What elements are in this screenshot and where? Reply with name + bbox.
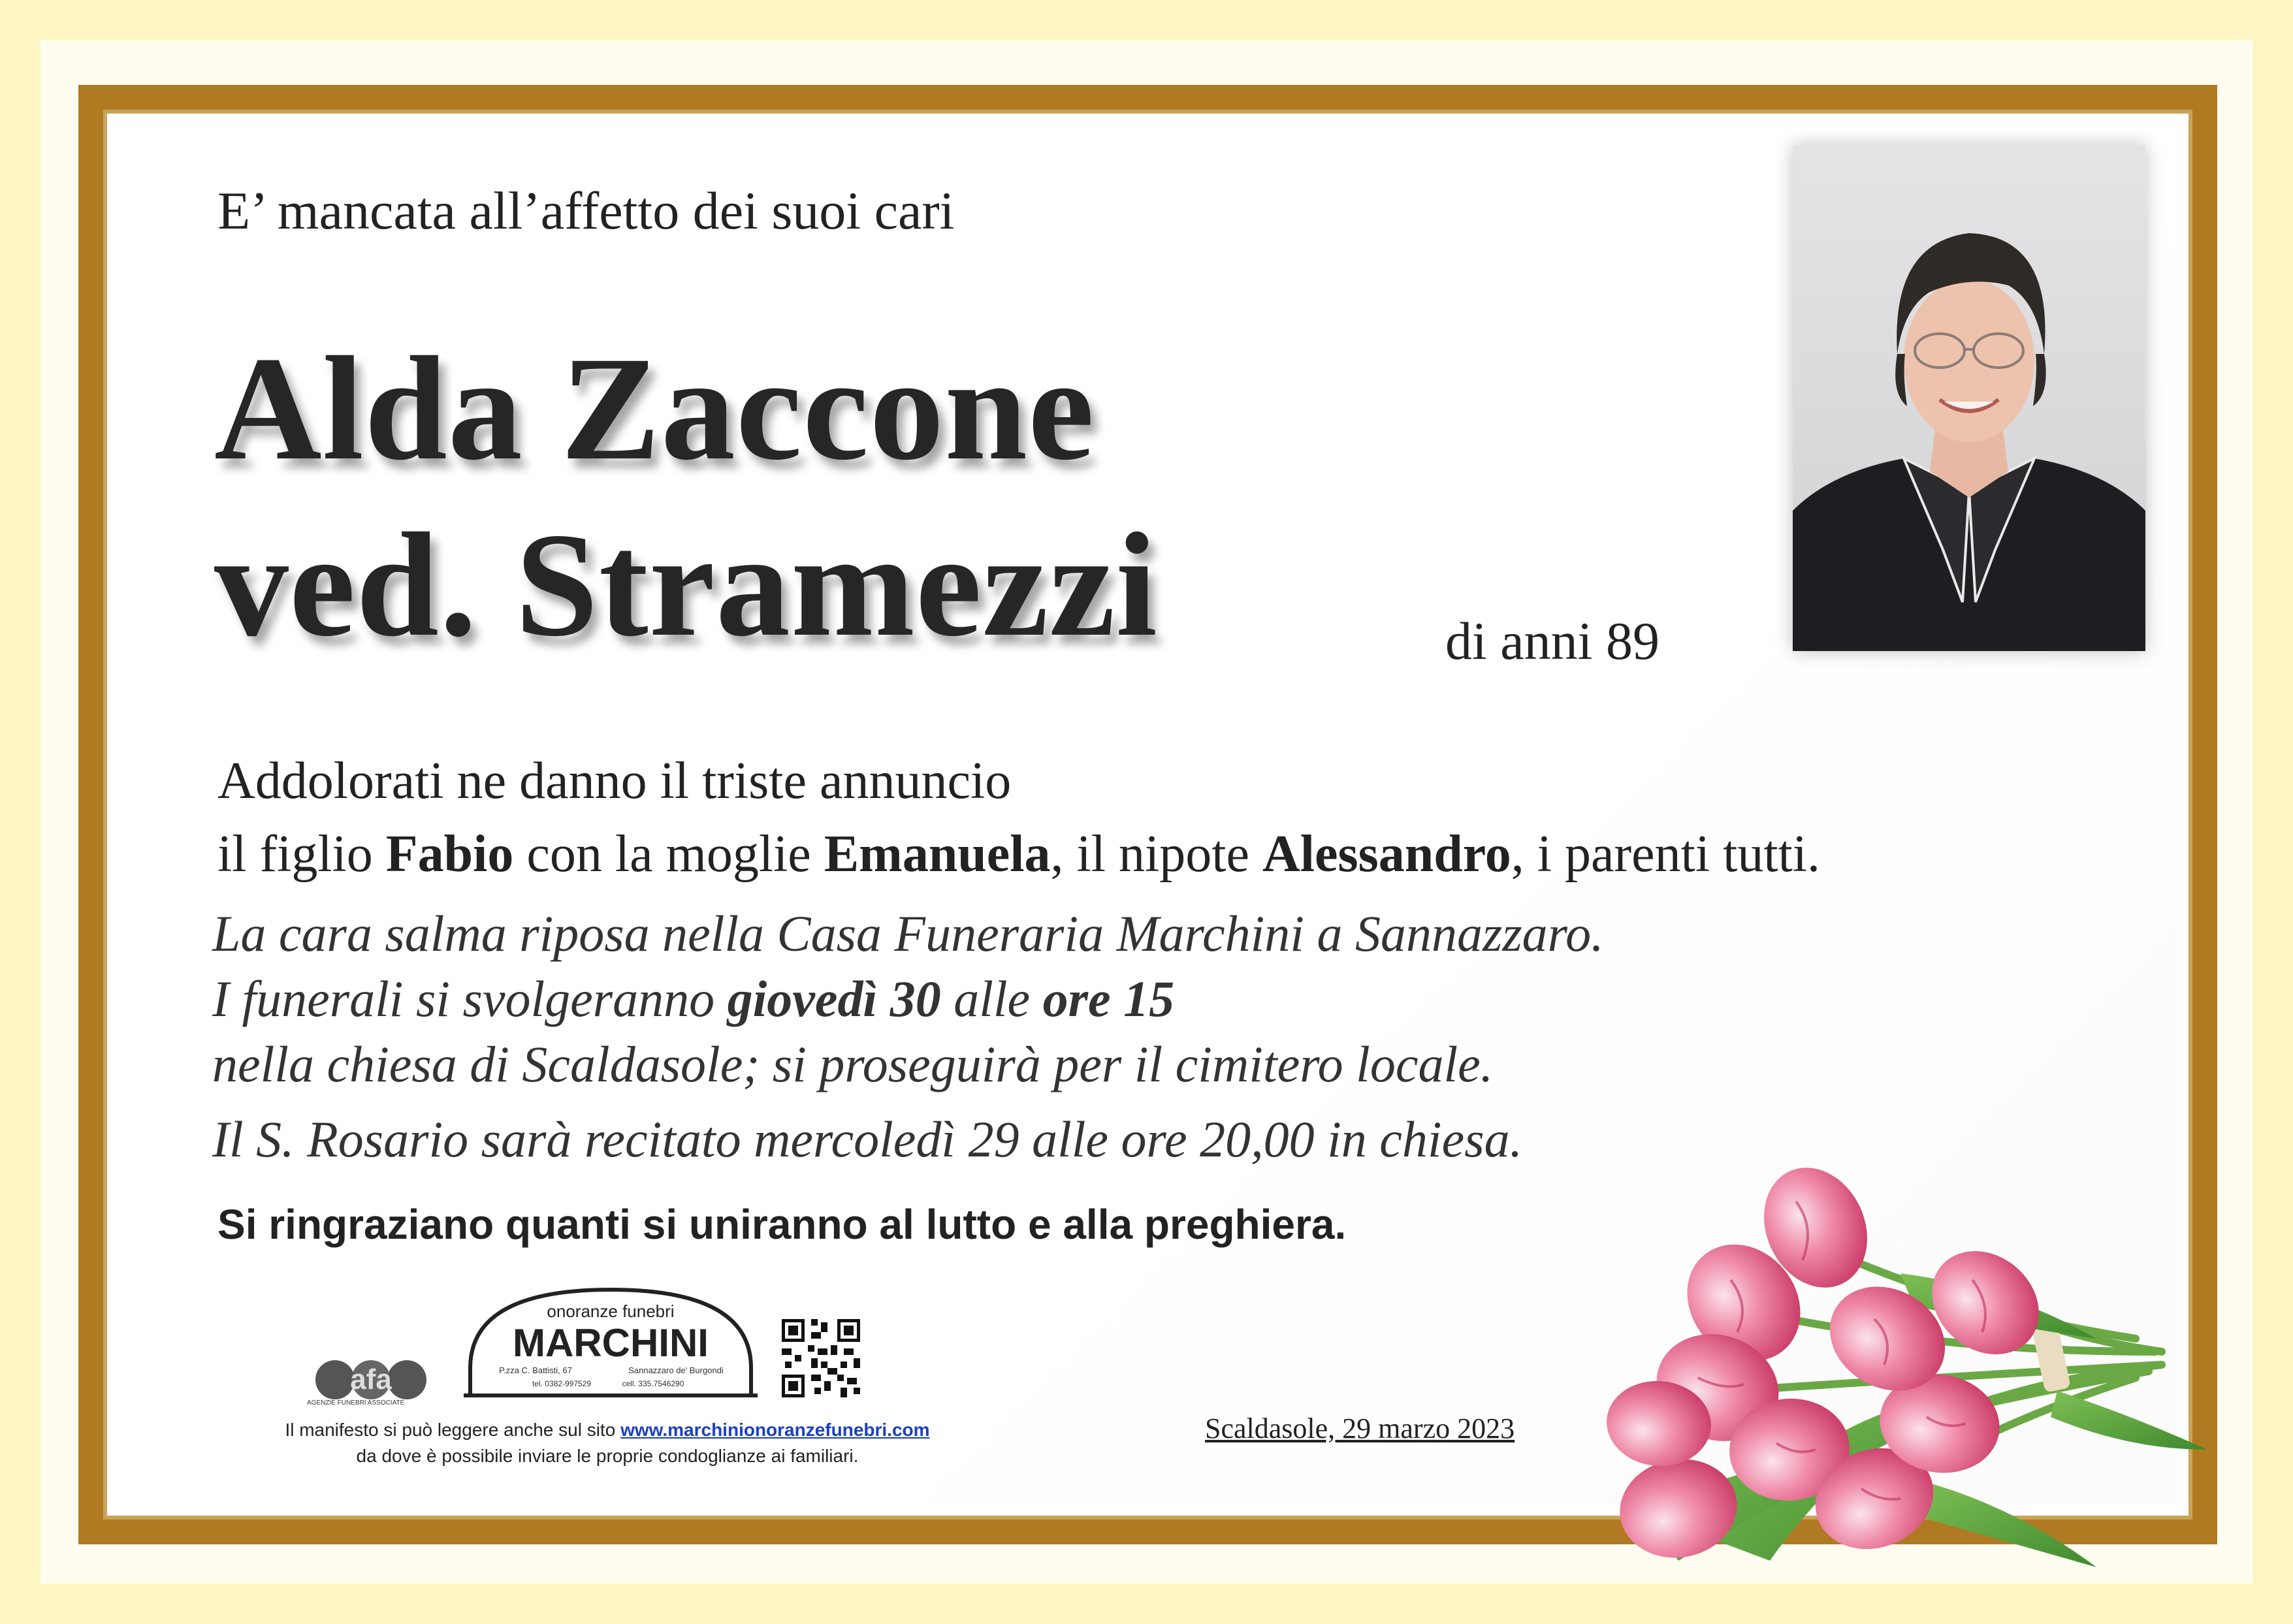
website-link[interactable]: www.marchinionoranzefunebri.com	[620, 1420, 930, 1440]
announce-text-a: il figlio	[217, 825, 386, 883]
funeral-line-1: La cara salma riposa nella Casa Funeraria Marchini a Sannazzaro.	[212, 905, 1604, 962]
thanks-text: Si ringraziano quanti si uniranno al lutto e alla preghiera.	[217, 1201, 1347, 1248]
afa-logo-text: afa	[350, 1363, 392, 1395]
footnote-text-a: Il manifesto si può leggere anche sul sito	[285, 1420, 621, 1440]
funeral-line-3: nella chiesa di Scaldasole; si proseguirà per il cimitero locale.	[212, 1036, 1494, 1092]
age-text: di anni 89	[1445, 611, 1660, 671]
logo-cell: cell. 335.7546290	[622, 1379, 684, 1388]
announcement-block	[217, 744, 1820, 891]
logo-name: MARCHINI	[513, 1321, 709, 1365]
logo-addr2: Sannazzaro de' Burgondi	[628, 1365, 724, 1375]
footnote-line-1	[229, 1417, 986, 1443]
announcement-line-2	[217, 818, 1820, 891]
place-and-date: Scaldasole, 29 marzo 2023	[1205, 1412, 1515, 1444]
announce-text-d: , i parenti tutti.	[1511, 825, 1821, 883]
funeral-text-b: alle	[940, 970, 1043, 1027]
funeral-line-2	[212, 966, 1604, 1032]
website-footnote	[229, 1417, 986, 1469]
funeral-time: ore 15	[1042, 970, 1175, 1027]
portrait-photo	[1793, 145, 2145, 651]
rosary-info: Il S. Rosario sarà recitato mercoledì 29 alle ore 20,00 in chiesa.	[212, 1111, 1523, 1168]
son-name: Fabio	[385, 825, 514, 883]
logo-top-text: onoranze funebri	[547, 1301, 675, 1321]
deceased-married-name: ved. Stramezzi	[214, 503, 1158, 667]
logo-tel: tel. 0382-997529	[532, 1379, 592, 1388]
deceased-name: Alda Zaccone	[214, 326, 1095, 491]
footnote-line-2: da dove è possibile inviare le proprie condoglianze ai familiari.	[356, 1446, 859, 1466]
announce-text-c: , il nipote	[1050, 825, 1262, 883]
qr-code-icon[interactable]	[778, 1316, 863, 1401]
logo-addr1: P.zza C. Battisti, 67	[499, 1365, 572, 1375]
funeral-text-a: I funerali si svolgeranno	[212, 970, 728, 1027]
daughter-in-law-name: Emanuela	[824, 825, 1051, 883]
afa-logo	[312, 1355, 430, 1401]
announcement-line-1: Addolorati ne danno il triste annuncio	[217, 752, 1012, 810]
pink-tulips-bouquet	[1600, 1143, 2221, 1613]
intro-text: E’ mancata all’affetto dei suoi cari	[217, 181, 955, 240]
afa-subtitle: AGENZIE FUNEBRI ASSOCIATE	[307, 1399, 405, 1407]
announce-text-b: con la moglie	[513, 825, 824, 883]
funeral-info	[212, 901, 1604, 1097]
marchini-logo	[457, 1283, 764, 1401]
funeral-day: giovedì 30	[727, 970, 941, 1027]
grandson-name: Alessandro	[1262, 825, 1511, 883]
